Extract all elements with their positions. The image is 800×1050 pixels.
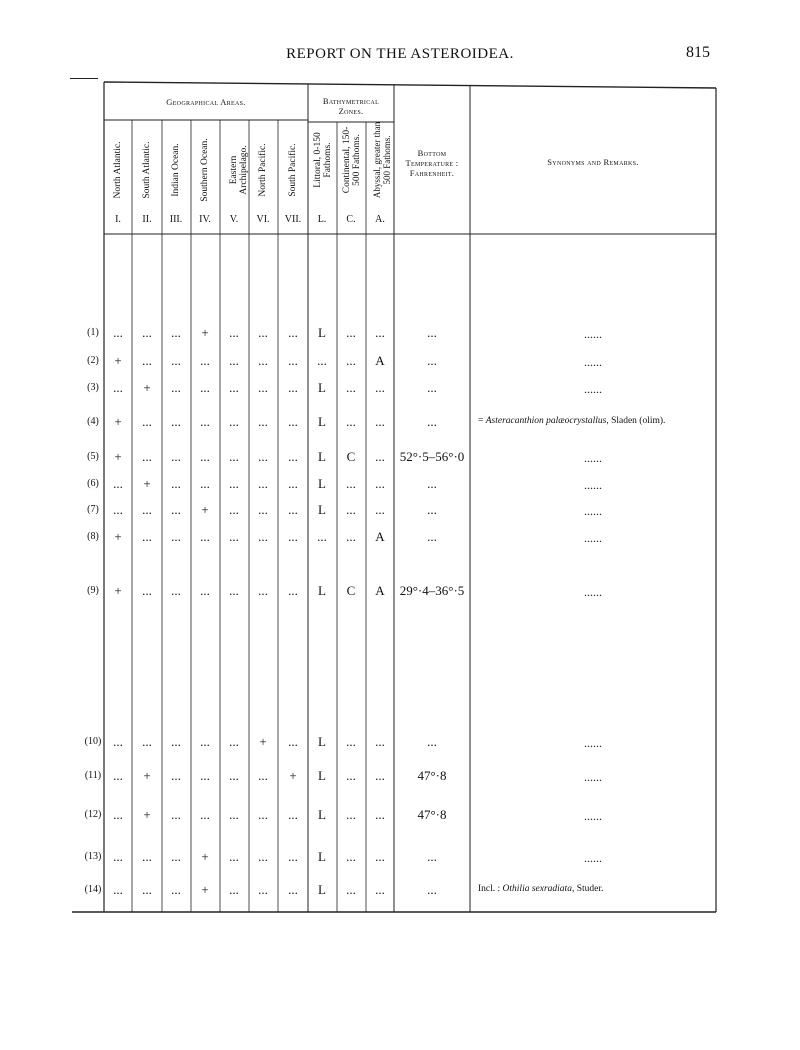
col-label-north-pacific: North Pacific. xyxy=(258,143,268,197)
table-cell: + xyxy=(201,882,209,897)
table-cell: ... xyxy=(346,476,356,491)
row-number: (7) xyxy=(87,504,99,515)
remark-cell: ...... xyxy=(584,451,602,465)
table-cell: + xyxy=(114,449,122,464)
table-cell: ... xyxy=(142,849,152,864)
table-cell: ... xyxy=(346,325,356,340)
table-cell: ... xyxy=(171,476,181,491)
table-cell: ... xyxy=(229,583,239,598)
table-cell: ... xyxy=(346,529,356,544)
remark-cell: ...... xyxy=(584,585,602,599)
remark-cell: ...... xyxy=(584,851,602,865)
table-cell: L xyxy=(318,583,326,598)
table-cell: + xyxy=(114,353,122,368)
table-cell: A xyxy=(375,529,385,544)
row-number: (2) xyxy=(87,355,99,366)
table-cell: ... xyxy=(229,380,239,395)
synonyms-remarks-heading: Synonyms and Remarks. xyxy=(547,157,639,167)
table-cell: ... xyxy=(113,849,123,864)
table-cell: ... xyxy=(113,882,123,897)
table-cell: + xyxy=(201,325,209,340)
table-cell: ... xyxy=(258,882,268,897)
roman-vi: VI. xyxy=(256,214,270,225)
table-cell: ... xyxy=(229,449,239,464)
table-cell: L xyxy=(318,807,326,822)
table-cell: ... xyxy=(142,449,152,464)
row-number: (3) xyxy=(87,382,99,393)
table-cell: ... xyxy=(258,353,268,368)
table-cell: ... xyxy=(346,849,356,864)
table-cell: ... xyxy=(171,882,181,897)
bottom-temperature-cell: ... xyxy=(427,476,437,491)
row-number: (8) xyxy=(87,531,99,542)
table-cell: ... xyxy=(171,353,181,368)
table-cell: ... xyxy=(258,414,268,429)
remark-cell: ...... xyxy=(584,382,602,396)
table-cell: ... xyxy=(258,529,268,544)
table-cell: ... xyxy=(288,807,298,822)
bottom-temperature-cell: ... xyxy=(427,529,437,544)
table-cell: ... xyxy=(229,353,239,368)
table-cell: ... xyxy=(171,768,181,783)
col-label-south-pacific: South Pacific. xyxy=(288,143,298,197)
table-cell: ... xyxy=(200,476,210,491)
table-cell: ... xyxy=(229,476,239,491)
roman-ii: II. xyxy=(142,214,152,225)
table-cell: ... xyxy=(288,476,298,491)
table-cell: ... xyxy=(200,807,210,822)
table-cell: ... xyxy=(288,882,298,897)
table-cell: ... xyxy=(346,353,356,368)
row-number: (9) xyxy=(87,585,99,596)
table-cell: ... xyxy=(288,583,298,598)
table-cell: ... xyxy=(346,380,356,395)
col-label-southern-ocean: Southern Ocean. xyxy=(200,138,210,202)
table-cell: ... xyxy=(200,380,210,395)
page-number: 815 xyxy=(686,44,710,61)
table-cell: ... xyxy=(375,325,385,340)
table-cell: ... xyxy=(200,768,210,783)
table-cell: ... xyxy=(375,449,385,464)
table-cell: ... xyxy=(288,734,298,749)
table-cell: L xyxy=(318,380,326,395)
table-cell: ... xyxy=(375,476,385,491)
table-cell: ... xyxy=(142,502,152,517)
table-cell: ... xyxy=(375,849,385,864)
page-title: REPORT ON THE ASTEROIDEA. xyxy=(286,46,514,62)
bottom-temperature-heading: Bottom Temperature : Fahrenheit. xyxy=(405,148,459,178)
table-cell: ... xyxy=(171,414,181,429)
table-cell: ... xyxy=(317,353,327,368)
remark-cell: ...... xyxy=(584,355,602,369)
table-cell: + xyxy=(201,502,209,517)
table-cell: + xyxy=(289,768,297,783)
table-cell: ... xyxy=(346,807,356,822)
bottom-temperature-cell: ... xyxy=(427,734,437,749)
remark-cell: Incl. : Othilia sexradiata, Studer. xyxy=(478,884,604,894)
table-cell: ... xyxy=(113,325,123,340)
table-cell: ... xyxy=(200,583,210,598)
table-cell: ... xyxy=(200,414,210,429)
table-cell: ... xyxy=(113,502,123,517)
table-cell: ... xyxy=(375,734,385,749)
table-cell: ... xyxy=(229,734,239,749)
bottom-temperature-cell: ... xyxy=(427,380,437,395)
bottom-temperature-cell: ... xyxy=(427,882,437,897)
col-label-south-atlantic: South Atlantic. xyxy=(142,141,152,199)
table-cell: ... xyxy=(375,768,385,783)
table-cell: ... xyxy=(375,882,385,897)
remark-cell: ...... xyxy=(584,327,602,341)
col-label-abyssal: Abyssal, greater than 500 Fathoms. xyxy=(372,121,392,199)
remark-cell: ...... xyxy=(584,736,602,750)
bottom-temperature-cell: ... xyxy=(427,353,437,368)
row-number: (11) xyxy=(84,770,102,781)
row-number: (12) xyxy=(84,809,102,820)
table-cell: ... xyxy=(288,414,298,429)
table-cell: ... xyxy=(346,414,356,429)
table-cell: ... xyxy=(142,529,152,544)
bottom-temperature-cell: ... xyxy=(427,414,437,429)
table-cell: L xyxy=(318,768,326,783)
table-cell: ... xyxy=(288,529,298,544)
row-number: (14) xyxy=(84,884,102,895)
table-cell: ... xyxy=(113,734,123,749)
row-number: (6) xyxy=(87,478,99,489)
table-cell: ... xyxy=(288,502,298,517)
table-cell: ... xyxy=(171,449,181,464)
col-label-indian-ocean: Indian Ocean. xyxy=(171,143,181,197)
table-cell: ... xyxy=(375,807,385,822)
zone-letter-l: L. xyxy=(317,214,327,225)
row-number: (10) xyxy=(84,736,102,747)
table-cell: ... xyxy=(142,583,152,598)
table-cell: ... xyxy=(229,325,239,340)
remark-cell: = Asteracanthion palæocrystallus, Sladen (olim). xyxy=(478,416,666,426)
zone-letter-c: C. xyxy=(346,214,356,225)
col-label-littoral: Littoral, 0-150 Fathoms. xyxy=(313,132,333,188)
bottom-temperature-cell: 52°·5–56°·0 xyxy=(399,449,465,464)
col-label-continental: Continental, 150-500 Fathoms. xyxy=(342,126,362,194)
table-cell: + xyxy=(143,476,151,491)
table-cell: + xyxy=(114,414,122,429)
table-cell: ... xyxy=(288,849,298,864)
table-cell: ... xyxy=(317,529,327,544)
table-cell: ... xyxy=(229,414,239,429)
row-number: (4) xyxy=(87,416,99,427)
table-cell: ... xyxy=(258,807,268,822)
bottom-temperature-cell: ... xyxy=(427,325,437,340)
table-cell: ... xyxy=(113,807,123,822)
table-cell: ... xyxy=(142,882,152,897)
table-cell: ... xyxy=(171,502,181,517)
table-cell: ... xyxy=(288,325,298,340)
table-cell: A xyxy=(375,583,385,598)
roman-iii: III. xyxy=(169,214,183,225)
table-cell: + xyxy=(201,849,209,864)
table-cell: + xyxy=(259,734,267,749)
zone-letter-a: A. xyxy=(375,214,385,225)
table-cell: L xyxy=(318,476,326,491)
table-cell: ... xyxy=(229,502,239,517)
table-cell: ... xyxy=(142,414,152,429)
table-cell: ... xyxy=(346,768,356,783)
remark-cell: ...... xyxy=(584,531,602,545)
remark-cell: ...... xyxy=(584,809,602,823)
table-cell: ... xyxy=(200,449,210,464)
table-cell: ... xyxy=(375,502,385,517)
table-cell: ... xyxy=(258,476,268,491)
table-cell: ... xyxy=(200,353,210,368)
roman-v: V. xyxy=(229,214,239,225)
table-cell: ... xyxy=(171,583,181,598)
table-cell: + xyxy=(114,583,122,598)
table-cell: ... xyxy=(229,849,239,864)
table-cell: ... xyxy=(142,353,152,368)
roman-vii: VII. xyxy=(284,214,302,225)
table-cell: ... xyxy=(171,849,181,864)
bottom-temperature-cell: 47°·8 xyxy=(417,768,447,783)
table-cell: ... xyxy=(171,734,181,749)
row-number: (1) xyxy=(87,327,99,338)
table-cell: L xyxy=(318,734,326,749)
table-cell: L xyxy=(318,325,326,340)
row-number: (13) xyxy=(84,851,102,862)
table-cell: ... xyxy=(346,734,356,749)
table-cell: + xyxy=(143,807,151,822)
row-number: (5) xyxy=(87,451,99,462)
bottom-temperature-cell: ... xyxy=(427,849,437,864)
table-cell: + xyxy=(143,768,151,783)
table-cell: ... xyxy=(258,849,268,864)
table-cell: ... xyxy=(113,768,123,783)
col-label-eastern-archipelago: Eastern Archipelago. xyxy=(229,145,249,195)
table-cell: ... xyxy=(258,325,268,340)
table-cell: ... xyxy=(229,882,239,897)
bathymetrical-zones-heading: Bathymetrical Zones. xyxy=(322,96,380,116)
remark-cell: ...... xyxy=(584,478,602,492)
table-cell: ... xyxy=(375,414,385,429)
table-cell: ... xyxy=(171,325,181,340)
table-cell: ... xyxy=(258,449,268,464)
table-cell: L xyxy=(318,882,326,897)
table-cell: ... xyxy=(171,529,181,544)
remark-cell: ...... xyxy=(584,504,602,518)
table-cell: + xyxy=(143,380,151,395)
table-cell: ... xyxy=(171,380,181,395)
table-cell: ... xyxy=(171,807,181,822)
table-cell: ... xyxy=(229,807,239,822)
table-cell: ... xyxy=(229,529,239,544)
table-cell: ... xyxy=(258,380,268,395)
roman-iv: IV. xyxy=(199,214,211,225)
table-cell: ... xyxy=(346,502,356,517)
bottom-temperature-cell: 29°·4–36°·5 xyxy=(399,583,465,598)
bottom-temperature-cell: 47°·8 xyxy=(417,807,447,822)
table-cell: A xyxy=(375,353,385,368)
table-cell: ... xyxy=(200,734,210,749)
table-cell: L xyxy=(318,414,326,429)
table-cell: ... xyxy=(142,325,152,340)
table-cell: ... xyxy=(229,768,239,783)
table-cell: ... xyxy=(375,380,385,395)
table-cell: L xyxy=(318,849,326,864)
col-label-north-atlantic: North Atlantic. xyxy=(113,141,123,199)
table-cell: ... xyxy=(288,449,298,464)
table-cell: ... xyxy=(113,476,123,491)
table-cell: ... xyxy=(113,380,123,395)
table-cell: C xyxy=(346,583,356,598)
roman-i: I. xyxy=(115,214,121,225)
table-cell: C xyxy=(346,449,356,464)
remark-cell: ...... xyxy=(584,770,602,784)
table-cell: ... xyxy=(200,529,210,544)
table-cell: L xyxy=(318,502,326,517)
table-cell: ... xyxy=(258,502,268,517)
table-cell: ... xyxy=(142,734,152,749)
table-cell: + xyxy=(114,529,122,544)
table-cell: ... xyxy=(258,768,268,783)
table-cell: L xyxy=(318,449,326,464)
table-cell: ... xyxy=(288,380,298,395)
table-cell: ... xyxy=(346,882,356,897)
geographical-areas-heading: Geographical Areas. xyxy=(166,97,246,107)
table-cell: ... xyxy=(288,353,298,368)
table-cell: ... xyxy=(258,583,268,598)
bottom-temperature-cell: ... xyxy=(427,502,437,517)
